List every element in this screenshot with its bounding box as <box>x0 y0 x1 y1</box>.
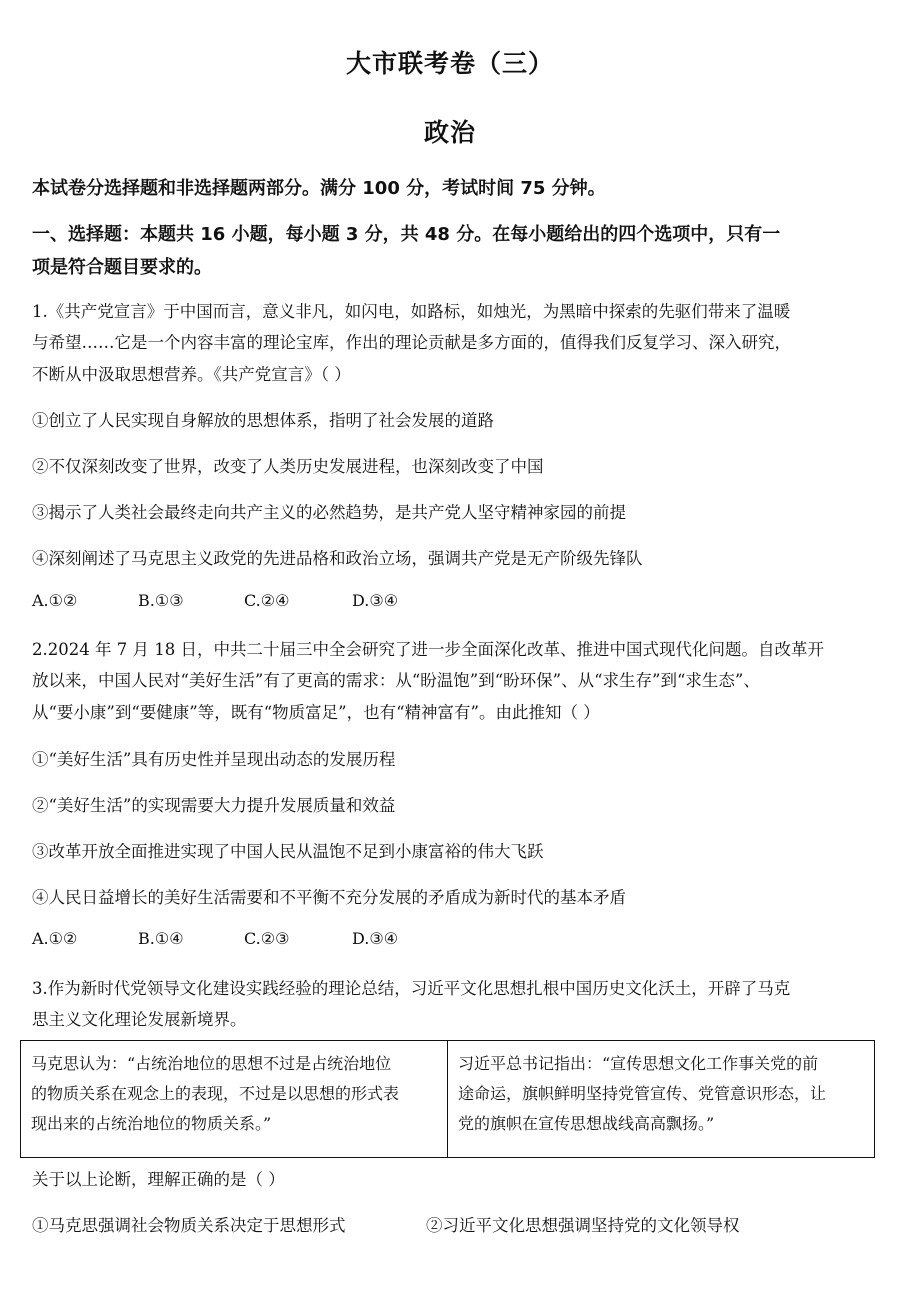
marx-quote-line-2: 的物质关系在观念上的表现，不过是以思想的形式表 <box>31 1084 400 1103</box>
q2-option-b[interactable]: B.①④ <box>138 929 184 948</box>
q1-option-b[interactable]: B.①③ <box>138 591 184 610</box>
q1-stem-line-3: 不断从中汲取思想营养。《共产党宣言》（ ） <box>32 365 351 384</box>
q2-stem-line-1: 2.2024 年 7 月 18 日，中共二十届三中全会研究了进一步全面深化改革、推进中国式现代化问题。自改革开 <box>32 640 824 659</box>
q3-stem-line-1: 3.作为新时代党领导文化建设实践经验的理论总结，习近平文化思想扎根中国历史文化沃土，开辟了马克 <box>32 979 791 998</box>
marx-quote-line-1: 马克思认为：“占统治地位的思想不过是占统治地位 <box>31 1054 392 1073</box>
exam-title: 大市联考卷（三） <box>345 49 554 78</box>
section-heading-line-2: 项是符合题目要求的。 <box>32 257 212 278</box>
xi-quote-line-1: 习近平总书记指出：“宣传思想文化工作事关党的前 <box>458 1054 819 1073</box>
q1-item-4: ④深刻阐述了马克思主义政党的先进品格和政治立场，强调共产党是无产阶级先锋队 <box>32 549 643 568</box>
q1-options <box>32 591 398 610</box>
exam-intro: 本试卷分选择题和非选择题两部分。满分 100 分，考试时间 75 分钟。 <box>32 178 606 199</box>
q2-stem-line-3: 从“要小康”到“要健康”等，既有“物质富足”，也有“精神富有”。由此推知（ ） <box>32 703 600 722</box>
xi-quote-line-3: 党的旗帜在宣传思想战线高高飘扬。” <box>458 1114 715 1133</box>
q1-option-a[interactable]: A.①② <box>32 591 78 610</box>
q2-options <box>32 929 398 948</box>
q2-stem-line-2: 放以来，中国人民对“美好生活”有了更高的需求：从“盼温饱”到“盼环保”、从“求生存”到“求生态”、 <box>32 671 760 690</box>
q2-item-3: ③改革开放全面推进实现了中国人民从温饱不足到小康富裕的伟大飞跃 <box>32 842 544 861</box>
q1-stem-line-2: 与希望……它是一个内容丰富的理论宝库，作出的理论贡献是多方面的，值得我们反复学习、深入研究， <box>32 333 791 352</box>
q3-stem-line-2: 思主义文化理论发展新境界。 <box>32 1010 247 1029</box>
marx-quote-line-3: 现出来的占统治地位的物质关系。” <box>31 1114 272 1133</box>
subject-title: 政治 <box>423 118 476 147</box>
q1-item-1: ①创立了人民实现自身解放的思想体系，指明了社会发展的道路 <box>32 411 494 430</box>
section-heading-line-1: 一、选择题：本题共 16 小题，每小题 3 分，共 48 分。在每小题给出的四个选项中，只有一 <box>32 224 781 245</box>
q1-stem-line-1: 1.《共产党宣言》于中国而言，意义非凡，如闪电，如路标，如烛光，为黑暗中探索的先驱们带来了温暖 <box>32 302 791 321</box>
q2-option-d[interactable]: D.③④ <box>352 929 399 948</box>
q3-item-1: ①马克思强调社会物质关系决定于思想形式 <box>32 1216 346 1235</box>
q2-option-c[interactable]: C.②③ <box>244 929 290 948</box>
marx-quote-cell <box>21 1041 448 1157</box>
q2-option-a[interactable]: A.①② <box>32 929 78 948</box>
q1-option-c[interactable]: C.②④ <box>244 591 290 610</box>
q1-item-3: ③揭示了人类社会最终走向共产主义的必然趋势，是共产党人坚守精神家园的前提 <box>32 503 626 522</box>
q3-items-row <box>32 1212 868 1236</box>
q2-item-4: ④人民日益增长的美好生活需要和不平衡不充分发展的矛盾成为新时代的基本矛盾 <box>32 888 626 907</box>
q1-item-2: ②不仅深刻改变了世界，改变了人类历史发展进程，也深刻改变了中国 <box>32 457 544 476</box>
xi-quote-line-2: 途命运，旗帜鲜明坚持党管宣传、党管意识形态，让 <box>458 1084 827 1103</box>
xi-quote-cell <box>448 1041 874 1157</box>
q2-item-2: ②“美好生活”的实现需要大力提升发展质量和效益 <box>32 796 396 815</box>
q3-item-2: ②习近平文化思想强调坚持党的文化领导权 <box>426 1216 740 1235</box>
q2-item-1: ①“美好生活”具有历史性并呈现出动态的发展历程 <box>32 750 396 769</box>
q3-question: 关于以上论断，理解正确的是（ ） <box>32 1170 285 1189</box>
q3-quote-table <box>20 1040 875 1158</box>
q1-option-d[interactable]: D.③④ <box>352 591 399 610</box>
